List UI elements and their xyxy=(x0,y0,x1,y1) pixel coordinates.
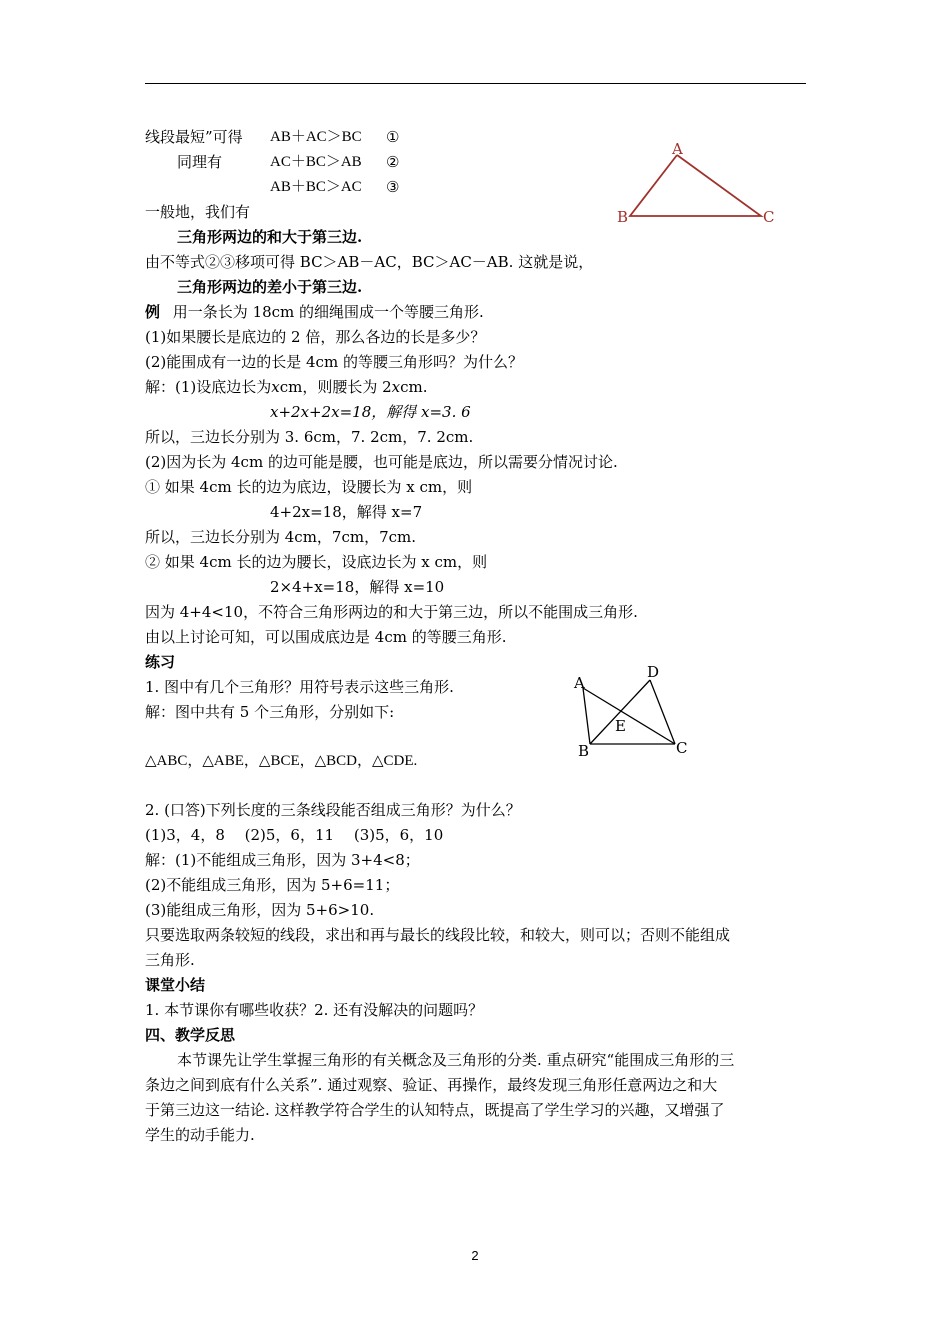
theorem-line: 三角形两边的和大于第三边. xyxy=(177,228,363,246)
text-line: 于第三边这一结论. 这样教学符合学生的认知特点，既提高了学生学习的兴趣，又增强了 xyxy=(145,1101,725,1119)
text: cm. xyxy=(400,378,428,396)
solution-line xyxy=(145,377,428,397)
section-heading: 四、教学反思 xyxy=(145,1026,236,1044)
triangles-abcde-figure xyxy=(570,662,700,762)
text: 线段最短”可得 xyxy=(145,128,243,146)
text-line: 2. (口答)下列长度的三条线段能否组成三角形？为什么？ xyxy=(145,801,521,819)
equation-line: x+2x+2x=18，解得 x=3. 6 xyxy=(270,403,471,421)
label-c: C xyxy=(676,739,688,757)
inequality: AB＋AC＞BC xyxy=(270,129,362,145)
text-line: 只要选取两条较短的线段，求出和再与最长的线段比较，和较大，则可以；否则不能组成 xyxy=(145,926,731,944)
text-line: (1)如果腰长是底边的 2 倍，那么各边的长是多少？ xyxy=(145,328,486,346)
text: cm，则腰长为 2 xyxy=(279,378,392,396)
label-d: D xyxy=(647,663,660,681)
circled-number: ① xyxy=(386,128,400,146)
circled-number: ② xyxy=(386,153,400,171)
label-e: E xyxy=(615,717,626,735)
text-line: (2)能围成有一边的长是 4cm 的等腰三角形吗？为什么？ xyxy=(145,353,523,371)
text-line: (1)3，4，8 (2)5，6，11 (3)5，6，10 xyxy=(145,826,444,844)
text-line xyxy=(145,127,243,147)
text-line: 由以上讨论可知，可以围成底边是 4cm 的等腰三角形. xyxy=(145,628,507,646)
label-a: A xyxy=(672,140,683,158)
text-line: 学生的动手能力. xyxy=(145,1126,255,1144)
example-heading: 例 xyxy=(145,303,161,321)
text-line: ② 如果 4cm 长的边为腰长，设底边长为 x cm，则 xyxy=(145,553,488,571)
equation-line: 4+2x=18，解得 x=7 xyxy=(270,503,423,521)
text-line: 三角形. xyxy=(145,951,195,969)
variable: x xyxy=(391,378,401,396)
triangle-list: △ABC，△ABE，△BCE，△BCD，△CDE. xyxy=(145,753,418,769)
triangle-abc-figure xyxy=(610,138,780,238)
section-heading: 课堂小结 xyxy=(145,976,206,994)
section-heading: 练习 xyxy=(145,653,176,671)
label-b: B xyxy=(617,208,629,226)
text-line: 所以，三边长分别为 3. 6cm，7. 2cm，7. 2cm. xyxy=(145,428,474,446)
text-line: (3)能组成三角形，因为 5+6>10. xyxy=(145,901,375,919)
circled-number: ③ xyxy=(386,178,400,196)
triangle-abc-outline xyxy=(630,155,761,216)
segment-ac xyxy=(583,688,675,744)
text-line: (2)因为长为 4cm 的边可能是腰，也可能是底边，所以需要分情况讨论. xyxy=(145,453,618,471)
text-line: 解：(1)不能组成三角形，因为 3+4<8； xyxy=(145,851,420,869)
text-line: 同理有 xyxy=(177,153,223,171)
text-line: 由不等式②③移项可得 BC＞AB－AC，BC＞AC－AB. 这就是说， xyxy=(145,253,594,271)
segment-ab xyxy=(583,688,590,744)
example-line xyxy=(145,302,484,322)
inequality: AC＋BC＞AB xyxy=(270,154,362,170)
text: 解：(1)设底边长为 xyxy=(145,378,272,396)
label-b: B xyxy=(578,742,590,760)
header-rule xyxy=(145,83,806,84)
text-line: 因为 4+4<10，不符合三角形两边的和大于第三边，所以不能围成三角形. xyxy=(145,603,638,621)
text-line: 解：图中共有 5 个三角形，分别如下: xyxy=(145,703,395,721)
equation-line: 2×4+x=18，解得 x=10 xyxy=(270,578,445,596)
text-line: ① 如果 4cm 长的边为底边，设腰长为 x cm，则 xyxy=(145,478,473,496)
text-line: 一般地，我们有 xyxy=(145,203,251,221)
label-c: C xyxy=(763,208,775,226)
text-line: 所以，三边长分别为 4cm，7cm，7cm. xyxy=(145,528,417,546)
page-number: 2 xyxy=(471,1248,479,1263)
variable: x xyxy=(271,378,280,396)
inequality: AB＋BC＞AC xyxy=(270,179,362,195)
theorem-line: 三角形两边的差小于第三边. xyxy=(177,278,363,296)
text-line: 1. 图中有几个三角形？用符号表示这些三角形. xyxy=(145,678,454,696)
label-a: A xyxy=(574,674,585,692)
text-line: 1. 本节课你有哪些收获？2. 还有没解决的问题吗？ xyxy=(145,1001,484,1019)
text-line: 本节课先让学生掌握三角形的有关概念及三角形的分类. 重点研究“能围成三角形的三 xyxy=(177,1051,735,1069)
example-text: 用一条长为 18cm 的细绳围成一个等腰三角形. xyxy=(172,303,484,321)
text-line: 条边之间到底有什么关系”. 通过观察、验证、再操作，最终发现三角形任意两边之和大 xyxy=(145,1076,718,1094)
text-line: (2)不能组成三角形，因为 5+6=11； xyxy=(145,876,400,894)
segment-dc xyxy=(650,680,675,744)
